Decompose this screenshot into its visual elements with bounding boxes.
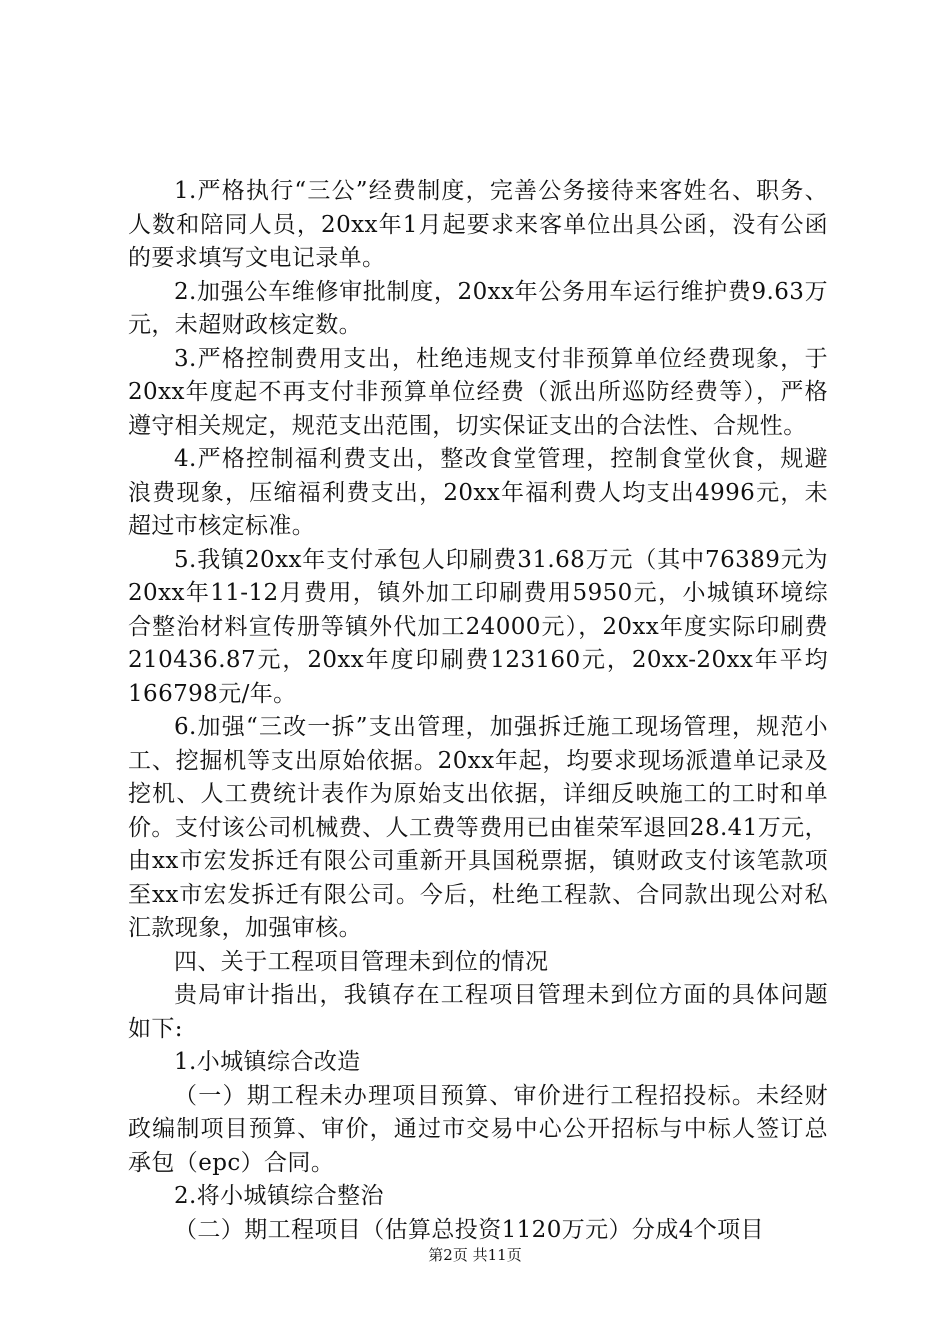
paragraph: 6.加强“三改一拆”支出管理，加强拆迁施工现场管理，规范小工、挖掘机等支出原始依据。20xx年起，均要求现场派遣单记录及挖机、人工费统计表作为原始支出依据，详细反映施工的工时和单价。支付该公司机械费、人工费等费用已由崔荣军退回28.41万元，由xx市宏发拆迁有限公司重新开具国税票据，镇财政支付该笔款项至xx市宏发拆迁有限公司。今后，杜绝工程款、合同款出现公对私汇款现象，加强审核。 bbox=[128, 714, 828, 941]
section-heading: 四、关于工程项目管理未到位的情况 bbox=[174, 948, 549, 975]
paragraph: 4.严格控制福利费支出，整改食堂管理，控制食堂伙食，规避浪费现象，压缩福利费支出，20xx年福利费人均支出4996元，未超过市核定标准。 bbox=[128, 446, 828, 539]
page-footer: 第2页 共11页 bbox=[428, 1246, 522, 1264]
paragraph: （一）期工程未办理项目预算、审价进行工程招投标。未经财政编制项目预算、审价，通过市交易中心公开招标与中标人签订总承包（epc）合同。 bbox=[128, 1082, 828, 1176]
document-body bbox=[128, 175, 828, 1247]
paragraph: （二）期工程项目（估算总投资1120万元）分成4个项目 bbox=[174, 1216, 764, 1243]
paragraph: 2.加强公车维修审批制度，20xx年公务用车运行维护费9.63万元，未超财政核定数。 bbox=[128, 278, 828, 338]
paragraph: 贵局审计指出，我镇存在工程项目管理未到位方面的具体问题如下: bbox=[128, 982, 828, 1042]
paragraph: 5.我镇20xx年支付承包人印刷费31.68万元（其中76389元为20xx年11-12月费用，镇外加工印刷费用5950元，小城镇环境综合整治材料宣传册等镇外代加工24000元），20xx年度实际印刷费210436.87元，20xx年度印刷费123160元，20xx-20xx年平均166798元/年。 bbox=[128, 546, 828, 707]
sub-heading: 1.小城镇综合改造 bbox=[174, 1049, 361, 1075]
paragraph: 1.严格执行“三公”经费制度，完善公务接待来客姓名、职务、人数和陪同人员，20xx年1月起要求来客单位出具公函，没有公函的要求填写文电记录单。 bbox=[128, 178, 828, 271]
paragraph: 3.严格控制费用支出，杜绝违规支付非预算单位经费现象，于20xx年度起不再支付非预算单位经费（派出所巡防经费等），严格遵守相关规定，规范支出范围，切实保证支出的合法性、合规性。 bbox=[128, 345, 828, 439]
sub-heading: 2.将小城镇综合整治 bbox=[174, 1183, 384, 1209]
